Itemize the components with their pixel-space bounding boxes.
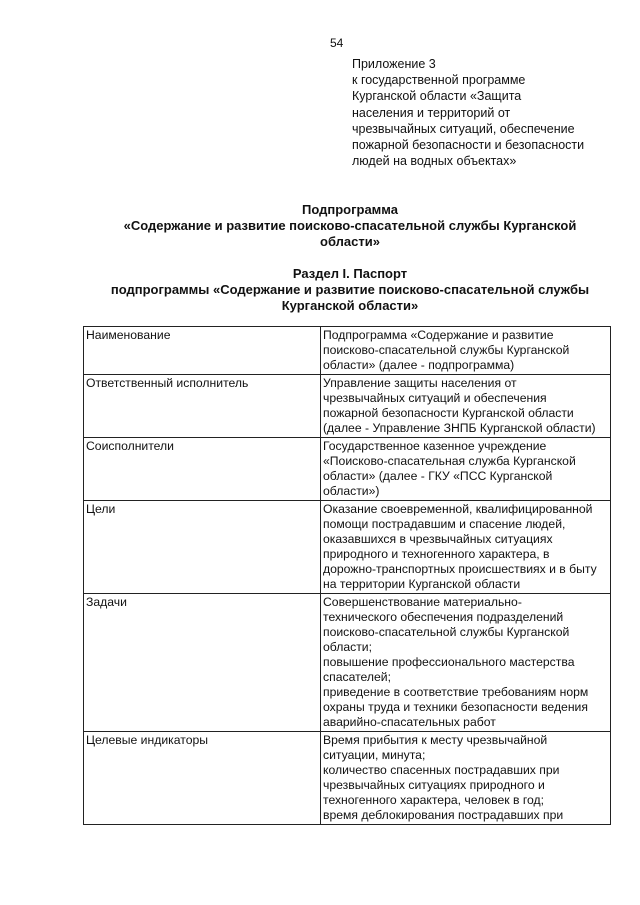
value-line: приведение в соответствие требованиям норм — [323, 685, 589, 699]
value-line: (далее - Управление ЗНПБ Курганской области) — [323, 421, 596, 435]
title-line: Подпрограмма — [302, 202, 398, 217]
section-line: подпрограммы «Содержание и развитие поисково-спасательной службы — [110, 282, 590, 297]
appendix-line: населения и территорий от — [352, 105, 511, 120]
value-line: помощи пострадавшим и спасение людей, — [323, 517, 566, 531]
subprogram-title — [60, 202, 640, 250]
row-value — [321, 438, 611, 501]
row-value — [321, 501, 611, 594]
value-line: чрезвычайных ситуациях природного и — [323, 778, 545, 792]
value-line: дорожно-транспортных происшествиях и в быту — [323, 562, 597, 576]
section-line: Курганской области» — [281, 298, 419, 313]
appendix-note — [352, 56, 622, 169]
value-line: ситуации, минута; — [323, 748, 426, 762]
table-row — [84, 594, 611, 732]
row-label: Соисполнители — [84, 438, 321, 501]
section-line: Раздел I. Паспорт — [292, 266, 408, 281]
page-number: 54 — [330, 36, 344, 50]
value-line: области») — [323, 484, 380, 498]
value-line: области» (далее - ГКУ «ПСС Курганской — [323, 469, 553, 483]
value-line: области; — [323, 640, 372, 654]
row-label: Целевые индикаторы — [84, 732, 321, 825]
value-line: Подпрограмма «Содержание и развитие — [323, 328, 554, 342]
value-line: охраны труда и техники безопасности ведения — [323, 700, 588, 714]
appendix-line: чрезвычайных ситуаций, обеспечение — [352, 121, 575, 136]
appendix-line: Приложение 3 — [352, 57, 436, 71]
value-line: поисково-спасательной службы Курганской — [323, 343, 570, 357]
row-value — [321, 327, 611, 375]
section-heading — [40, 266, 640, 314]
table-row — [84, 375, 611, 438]
value-line: техногенного характера, человек в год; — [323, 793, 545, 807]
value-line: аварийно-спасательных работ — [323, 715, 496, 729]
row-label: Ответственный исполнитель — [84, 375, 321, 438]
row-label: Задачи — [84, 594, 321, 732]
value-line: спасателей; — [323, 670, 391, 684]
value-line: пожарной безопасности Курганской области — [323, 406, 574, 420]
value-line: поисково-спасательной службы Курганской — [323, 625, 570, 639]
row-value — [321, 732, 611, 825]
title-line: области» — [320, 234, 380, 249]
row-value — [321, 375, 611, 438]
value-line: Время прибытия к месту чрезвычайной — [323, 733, 548, 747]
table-row — [84, 327, 611, 375]
value-line: «Поисково-спасательная служба Курганской — [323, 454, 576, 468]
value-line: количество спасенных пострадавших при — [323, 763, 560, 777]
row-label: Цели — [84, 501, 321, 594]
value-line: Управление защиты населения от — [323, 376, 517, 390]
value-line: Оказание своевременной, квалифицированной — [323, 502, 593, 516]
row-value — [321, 594, 611, 732]
title-line: «Содержание и развитие поисково-спасательной службы Курганской — [123, 218, 577, 233]
appendix-line: пожарной безопасности и безопасности — [352, 138, 585, 153]
appendix-line: людей на водных объектах» — [352, 154, 517, 169]
table-row — [84, 732, 611, 825]
value-line: технического обеспечения подразделений — [323, 610, 564, 624]
value-line: Государственное казенное учреждение — [323, 439, 547, 453]
passport-table — [83, 326, 611, 825]
value-line: на территории Курганской области — [323, 577, 521, 591]
value-line: чрезвычайных ситуаций и обеспечения — [323, 391, 547, 405]
value-line: области» (далее - подпрограмма) — [323, 358, 515, 372]
table-row — [84, 438, 611, 501]
value-line: Совершенствование материально- — [323, 595, 522, 609]
table-row — [84, 501, 611, 594]
value-line: повышение профессионального мастерства — [323, 655, 575, 669]
value-line: время деблокирования пострадавших при — [323, 808, 564, 822]
row-label: Наименование — [84, 327, 321, 375]
appendix-line: к государственной программе — [352, 73, 526, 88]
value-line: природного и техногенного характера, в — [323, 547, 550, 561]
appendix-line: Курганской области «Защита — [352, 89, 522, 104]
value-line: оказавшихся в чрезвычайных ситуациях — [323, 532, 553, 546]
